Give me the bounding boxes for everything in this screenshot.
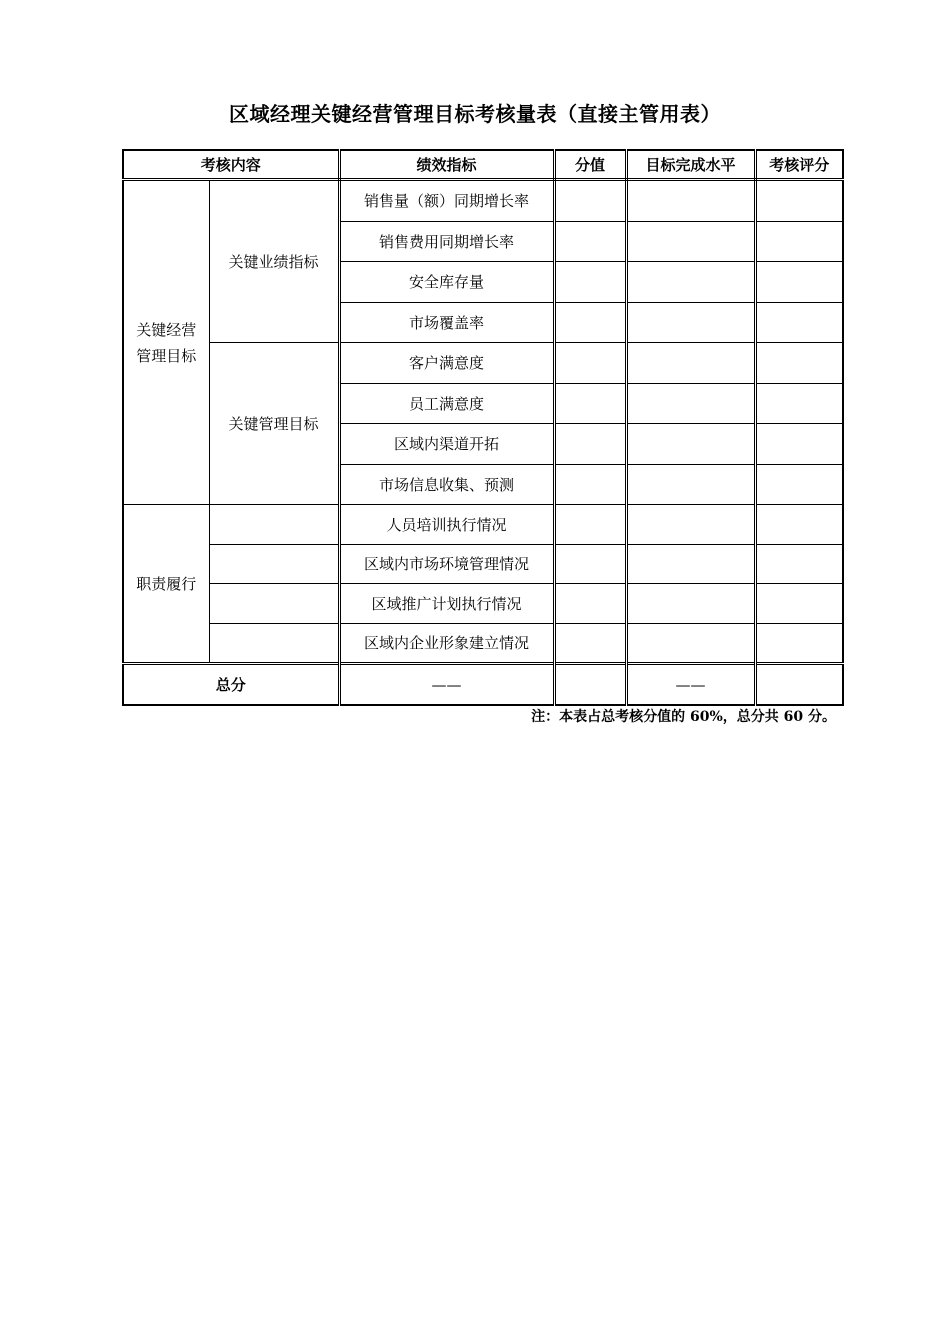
score-cell[interactable] [554, 221, 626, 262]
target-level-cell[interactable] [626, 383, 755, 424]
subcategory-empty-cell [209, 584, 339, 624]
rating-cell[interactable] [755, 221, 843, 262]
rating-cell[interactable] [755, 302, 843, 343]
subcategory-empty-cell [209, 623, 339, 664]
subcategory-mgmt-goals: 关键管理目标 [209, 343, 339, 505]
header-rating: 考核评分 [755, 150, 843, 180]
score-cell[interactable] [554, 623, 626, 664]
table-row [123, 544, 843, 584]
subcategory-empty-cell [209, 505, 339, 545]
rating-cell[interactable] [755, 544, 843, 584]
table-row [123, 180, 843, 222]
indicator-cell: 客户满意度 [339, 343, 554, 384]
header-score: 分值 [554, 150, 626, 180]
score-cell[interactable] [554, 343, 626, 384]
indicator-cell: 区域内渠道开拓 [339, 424, 554, 465]
header-indicator: 绩效指标 [339, 150, 554, 180]
indicator-cell: 销售量（额）同期增长率 [339, 180, 554, 222]
page-title: 区域经理关键经营管理目标考核量表（直接主管用表） [229, 102, 721, 126]
rating-cell[interactable] [755, 584, 843, 624]
rating-cell[interactable] [755, 343, 843, 384]
total-target-dash: —— [626, 664, 755, 706]
total-rating-cell[interactable] [755, 664, 843, 706]
assessment-table-wrapper [122, 149, 842, 706]
table-row [123, 343, 843, 384]
target-level-cell[interactable] [626, 180, 755, 222]
category-duty: 职责履行 [123, 505, 209, 664]
header-target-level: 目标完成水平 [626, 150, 755, 180]
table-row [123, 623, 843, 664]
target-level-cell[interactable] [626, 343, 755, 384]
header-content: 考核内容 [123, 150, 339, 180]
table-row [123, 584, 843, 624]
target-level-cell[interactable] [626, 221, 755, 262]
total-score-cell[interactable] [554, 664, 626, 706]
subcategory-kpi: 关键业绩指标 [209, 180, 339, 343]
target-level-cell[interactable] [626, 302, 755, 343]
rating-cell[interactable] [755, 424, 843, 465]
total-indicator-dash: —— [339, 664, 554, 706]
indicator-cell: 人员培训执行情况 [339, 505, 554, 545]
target-level-cell[interactable] [626, 262, 755, 303]
rating-cell[interactable] [755, 180, 843, 222]
score-cell[interactable] [554, 180, 626, 222]
indicator-cell: 市场信息收集、预测 [339, 464, 554, 505]
rating-cell[interactable] [755, 262, 843, 303]
total-label: 总分 [123, 664, 339, 706]
subcategory-empty-cell [209, 544, 339, 584]
score-cell[interactable] [554, 544, 626, 584]
score-cell[interactable] [554, 424, 626, 465]
total-row [123, 664, 843, 706]
rating-cell[interactable] [755, 464, 843, 505]
category-key-mgmt-line2: 管理目标 [136, 346, 197, 365]
score-cell[interactable] [554, 505, 626, 545]
footnote: 注：本表占总考核分值的 60%，总分共 60 分。 [531, 709, 836, 725]
target-level-cell[interactable] [626, 584, 755, 624]
indicator-cell: 区域推广计划执行情况 [339, 584, 554, 624]
target-level-cell[interactable] [626, 464, 755, 505]
rating-cell[interactable] [755, 623, 843, 664]
indicator-cell: 员工满意度 [339, 383, 554, 424]
rating-cell[interactable] [755, 383, 843, 424]
target-level-cell[interactable] [626, 623, 755, 664]
target-level-cell[interactable] [626, 424, 755, 465]
target-level-cell[interactable] [626, 505, 755, 545]
rating-cell[interactable] [755, 505, 843, 545]
category-key-mgmt-line1: 关键经营 [136, 320, 197, 339]
score-cell[interactable] [554, 584, 626, 624]
assessment-table [122, 149, 844, 706]
indicator-cell: 销售费用同期增长率 [339, 221, 554, 262]
indicator-cell: 区域内市场环境管理情况 [339, 544, 554, 584]
category-key-mgmt [123, 180, 209, 505]
table-row [123, 505, 843, 545]
score-cell[interactable] [554, 302, 626, 343]
score-cell[interactable] [554, 464, 626, 505]
indicator-cell: 市场覆盖率 [339, 302, 554, 343]
indicator-cell: 安全库存量 [339, 262, 554, 303]
header-row [123, 150, 843, 180]
score-cell[interactable] [554, 383, 626, 424]
score-cell[interactable] [554, 262, 626, 303]
target-level-cell[interactable] [626, 544, 755, 584]
indicator-cell: 区域内企业形象建立情况 [339, 623, 554, 664]
